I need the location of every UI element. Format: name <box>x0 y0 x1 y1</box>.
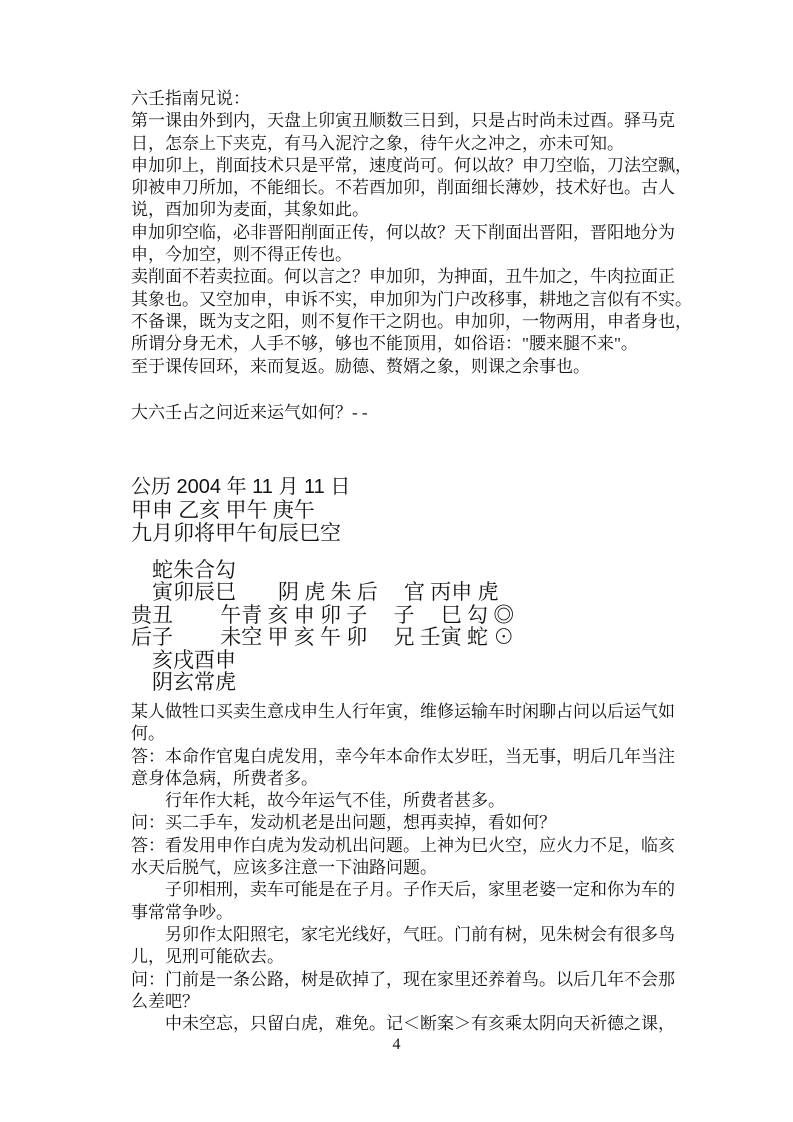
text-line: 说，酉加卯为麦面，其象如此。 <box>131 200 369 220</box>
text-line: 问：买二手车，发动机老是出问题，想再卖掉，看如何？ <box>131 813 556 833</box>
text-line: 申，今加空，则不得正传也。 <box>131 245 352 265</box>
text-line: 其象也。又空加申，申诉不实，申加卯为门户改移事，耕地之言似有不实。 <box>131 289 692 309</box>
discussion-paragraphs <box>131 88 692 378</box>
text-line: 贵丑 午青 亥 申 卯 子 子 巳 勾 ◎ <box>131 602 515 627</box>
text-line: 所谓分身无术，人手不够，够也不能顶用，如俗语："腰来腿不来"。 <box>131 334 638 354</box>
text-line: 卯被申刀所加，不能细长。不若酉加卯，削面细长薄妙，技术好也。古人 <box>131 178 675 198</box>
gregorian-date-line <box>131 476 350 499</box>
text-line: 子卯相刑，卖车可能是在子月。子作天后，家里老婆一定和你为车的 <box>131 880 675 900</box>
text-line: 公历 2004 年 11 月 11 日 <box>131 476 351 498</box>
text-line: 答：本命作官鬼白虎发用，幸今年本命作太岁旺，当无事，明后几年当注 <box>131 746 675 766</box>
page-number: 4 <box>392 1036 401 1053</box>
text-line: 蛇朱合勾 <box>131 558 236 582</box>
text-line: 么差吧？ <box>131 991 199 1011</box>
text-line: 申加卯上，削面技术只是平常，速度尚可。何以故？申刀空临，刀法空飘， <box>131 155 692 175</box>
text-line: 答：看发用申作白虎为发动机出问题。上神为巳火空，应火力不足，临亥 <box>131 835 675 855</box>
text-line: 另卯作太阳照宅，家宅光线好，气旺。门前有树，见朱树会有很多鸟 <box>131 924 675 944</box>
text-line: 水天后脱气，应该多注意一下油路问题。 <box>131 858 437 878</box>
text-line: 大六壬占之问近来运气如何？- - <box>131 403 368 422</box>
case-qa-paragraphs <box>131 701 675 1035</box>
text-line: 寅卯辰巳 阴 虎 朱 后 官 丙申 虎 <box>131 580 499 605</box>
text-line: 至于课传回环，来而复返。励德、赘婿之象，则课之余事也。 <box>131 356 590 376</box>
text-line: 亥戌酉申 <box>131 647 236 672</box>
text-line: 后子 未空 甲 亥 午 卯 兄 壬寅 蛇 ⊙ <box>131 625 515 650</box>
text-line: 日，怎奈上下夹克，有马入泥泞之象，待午火之冲之，亦未可知。 <box>131 133 624 153</box>
text-line: 何。 <box>131 724 165 744</box>
text-line: 九月卯将甲午旬辰巳空 <box>131 521 341 546</box>
text-line: 甲申 乙亥 甲午 庚午 <box>131 498 315 522</box>
four-pillars-lines <box>131 499 341 546</box>
text-line: 意身体急病，所费者多。 <box>131 768 318 788</box>
text-line: 第一课由外到内，天盘上卯寅丑顺数三日到，只是占时尚未过酉。驿马克 <box>131 111 675 131</box>
text-line: 事常常争吵。 <box>131 902 233 922</box>
text-line: 卖削面不若卖拉面。何以言之？申加卯，为抻面，丑牛加之，牛肉拉面正 <box>131 267 675 287</box>
text-line: 问：门前是一条公路，树是砍掉了，现在家里还养着鸟。以后几年不会那 <box>131 969 675 989</box>
liuren-plate-chart <box>131 559 514 693</box>
text-line: 阴玄常虎 <box>131 670 236 695</box>
text-line: 六壬指南兄说： <box>131 89 250 108</box>
text-line: 不备课，既为支之阳，则不复作干之阴也。申加卯，一物两用，申者身也， <box>131 311 692 331</box>
text-line: 申加卯空临，必非晋阳削面正传，何以故？天下削面出晋阳，晋阳地分为 <box>131 222 675 242</box>
text-line: 儿，见刑可能砍去。 <box>131 947 284 967</box>
text-line: 中未空忘，只留白虎，难免。记＜断案＞有亥乘太阴向天祈德之课， <box>131 1014 675 1034</box>
text-line: 行年作大耗，故今年运气不佳，所费者甚多。 <box>131 791 505 811</box>
divination-question-line <box>131 402 368 424</box>
text-line: 某人做牲口买卖生意戌申生人行年寅，维修运输车时闲聊占问以后运气如 <box>131 702 675 721</box>
